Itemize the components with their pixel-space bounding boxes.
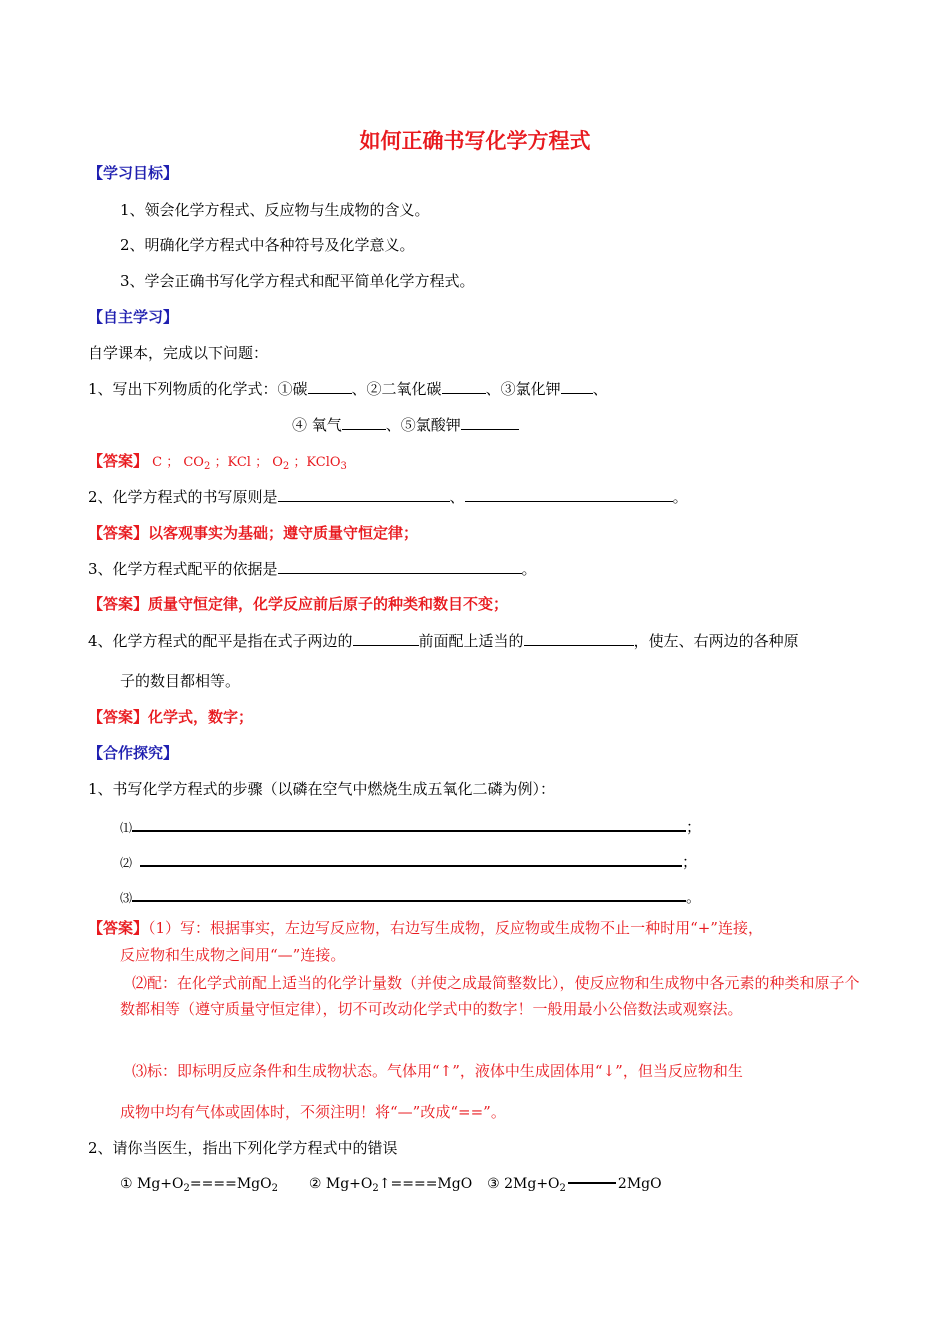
equation-2 xyxy=(309,1176,472,1192)
subscript: 2 xyxy=(559,1183,566,1194)
answer-line[interactable] xyxy=(132,816,686,832)
step-line-2 xyxy=(120,851,697,873)
section-heading-self-study: 【自主学习】 xyxy=(88,308,179,326)
eq2-part-a: ② Mg+O xyxy=(308,1176,373,1192)
answer-line[interactable] xyxy=(140,851,682,867)
goal-item-2: 2、明确化学方程式中各种符号及化学意义。 xyxy=(120,236,415,254)
coop-answer-step-2: ⑵配：在化学式前配上适当的化学计量数（并使之成最简整数比），使反应物和生成物中各元素的种类和原子个数都相等（遵守质量守恒定律），切不可改动化学式中的数字！一般用最小公倍数法或观察法。 xyxy=(120,974,860,1018)
answer-blank[interactable] xyxy=(561,379,593,394)
question-1-line-2 xyxy=(292,415,519,435)
subscript: 2 xyxy=(183,1183,190,1194)
question-4-line-2: 子的数目都相等。 xyxy=(120,672,241,690)
coop-answer-step-3-line-2: 成物中均有气体或固体时，不须注明！将“—”改成“==”。 xyxy=(120,1103,506,1121)
q1-text-c: 、③氯化钾 xyxy=(485,380,561,398)
answer-blank[interactable] xyxy=(278,487,450,502)
subscript: 2 xyxy=(282,461,290,472)
section-heading-goals: 【学习目标】 xyxy=(88,164,179,182)
step-end-mark: ； xyxy=(686,818,702,836)
q1-text-b: 、②二氧化碳 xyxy=(351,380,442,398)
answer-1 xyxy=(88,451,347,477)
q1-text-a: 1、写出下列物质的化学式：①碳 xyxy=(88,380,308,398)
step-number: ⑶ xyxy=(120,891,133,905)
q1-text-e: ④ 氧气 xyxy=(292,416,342,434)
answer-4-text: 化学式，数字； xyxy=(148,708,254,726)
answer-label: 【答案】 xyxy=(88,524,149,542)
goal-item-1: 1、领会化学方程式、反应物与生成物的含义。 xyxy=(120,201,430,219)
equations-row xyxy=(120,1174,662,1199)
subscript: 2 xyxy=(203,461,211,472)
q2-text-a: 2、化学方程式的书写原则是 xyxy=(88,488,278,506)
q1-text-f: 、⑤氯酸钾 xyxy=(385,416,461,434)
q4-text-b: 前面配上适当的 xyxy=(418,632,524,650)
answer-1-part-2: ；KCl ； O xyxy=(210,455,283,470)
q1-text-d: 、 xyxy=(592,380,608,398)
page-title: 如何正确书写化学方程式 xyxy=(359,129,591,153)
answer-blank[interactable] xyxy=(353,631,419,646)
step-end-mark: ； xyxy=(682,853,698,871)
answer-2-text: 以客观事实为基础；遵守质量守恒定律； xyxy=(148,524,419,542)
coop-answer-step-3-line-1: ⑶标：即标明反应条件和生成物状态。气体用“↑”，液体中生成固体用“↓”，但当反应物和生 xyxy=(132,1062,743,1080)
question-1-line-1 xyxy=(88,379,608,399)
equation-3 xyxy=(487,1176,661,1192)
answer-4 xyxy=(88,707,253,727)
subscript: 3 xyxy=(340,461,347,472)
q3-text-a: 3、化学方程式配平的依据是 xyxy=(88,560,278,578)
eq3-part-b: 2MgO xyxy=(617,1176,662,1192)
answer-label: 【答案】 xyxy=(88,452,149,470)
answer-3 xyxy=(88,594,508,614)
answer-blank[interactable] xyxy=(461,415,519,430)
answer-3-text: 质量守恒定律，化学反应前后原子的种类和数目不变； xyxy=(148,595,509,613)
answer-2 xyxy=(88,523,418,543)
reaction-arrow-line xyxy=(568,1182,616,1184)
subscript: 2 xyxy=(271,1183,278,1194)
coop-answer-line-1 xyxy=(88,918,763,938)
step-line-3 xyxy=(120,886,701,908)
eq1-part-a: ① Mg+O xyxy=(120,1176,184,1192)
step-line-1 xyxy=(120,816,701,838)
answer-blank[interactable] xyxy=(308,379,352,394)
section-heading-coop: 【合作探究】 xyxy=(88,744,179,762)
coop-answer-line-2: 反应物和生成物之间用“—”连接。 xyxy=(120,946,346,964)
answer-blank[interactable] xyxy=(342,415,386,430)
coop-answer-step-1: （1）写：根据事实，左边写反应物，右边写生成物，反应物或生成物不止一种时用“+”连接， xyxy=(148,919,763,937)
question-3 xyxy=(88,559,537,579)
question-2 xyxy=(88,487,688,507)
subscript: 2 xyxy=(372,1183,379,1194)
coop-question-1: 1、书写化学方程式的步骤（以磷在空气中燃烧生成五氧化二磷为例）： xyxy=(88,780,556,798)
eq3-part-a: ③ 2Mg+O xyxy=(487,1176,560,1192)
answer-blank[interactable] xyxy=(278,559,522,574)
answer-line[interactable] xyxy=(132,886,686,902)
answer-1-part-3: ；KClO xyxy=(289,455,341,470)
self-study-intro: 自学课本，完成以下问题： xyxy=(88,344,269,362)
q2-text-b: 、 xyxy=(449,488,465,506)
answer-blank[interactable] xyxy=(524,631,634,646)
eq1-part-b: ====MgO xyxy=(189,1176,272,1192)
q2-text-c: 。 xyxy=(672,488,688,506)
q4-text-a: 4、化学方程式的配平是指在式子两边的 xyxy=(88,632,353,650)
step-number: ⑵ xyxy=(120,856,133,870)
answer-label: 【答案】 xyxy=(88,708,149,726)
step-number: ⑴ xyxy=(120,821,133,835)
answer-blank[interactable] xyxy=(465,487,673,502)
answer-label: 【答案】 xyxy=(88,595,149,613)
step-end-mark: 。 xyxy=(686,888,702,906)
equation-1 xyxy=(120,1176,278,1192)
eq2-part-b: ↑====MgO xyxy=(378,1176,473,1192)
goal-item-3: 3、学会正确书写化学方程式和配平简单化学方程式。 xyxy=(120,272,475,290)
q4-text-c: ，使左、右两边的各种原 xyxy=(633,632,799,650)
q3-text-b: 。 xyxy=(521,560,537,578)
question-4-line-1 xyxy=(88,631,799,651)
answer-1-part-1: C ； CO xyxy=(148,455,204,470)
answer-label: 【答案】 xyxy=(88,919,149,937)
coop-question-2: 2、请你当医生，指出下列化学方程式中的错误 xyxy=(88,1139,398,1157)
answer-blank[interactable] xyxy=(442,379,486,394)
